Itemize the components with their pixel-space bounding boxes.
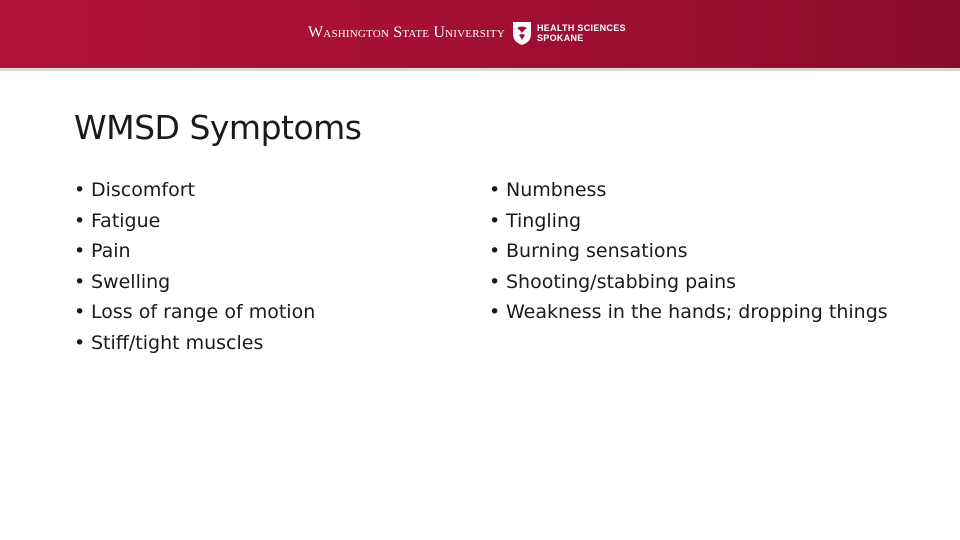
list-item: • Swelling — [74, 267, 315, 298]
symptom-list-left — [74, 175, 315, 358]
list-item: • Stiff/tight muscles — [74, 328, 315, 359]
subbrand-line-1: HEALTH SCIENCES — [536, 23, 626, 33]
wsu-logo — [308, 18, 626, 48]
cougar-seal-icon — [511, 20, 533, 46]
list-item: • Discomfort — [74, 175, 315, 206]
wsu-wordmark: Washington State University — [308, 24, 505, 41]
symptom-list-right — [489, 175, 888, 328]
health-sciences-spokane — [537, 23, 626, 43]
list-item: • Shooting/stabbing pains — [489, 267, 888, 298]
list-item: • Tingling — [489, 206, 888, 237]
subbrand-line-2: SPOKANE — [536, 33, 584, 43]
list-item: • Fatigue — [74, 206, 315, 237]
header-banner — [0, 0, 960, 68]
list-item: • Loss of range of motion — [74, 297, 315, 328]
banner-divider — [0, 68, 960, 71]
list-item: • Numbness — [489, 175, 888, 206]
list-item: • Pain — [74, 236, 315, 267]
list-item: • Weakness in the hands; dropping things — [489, 297, 888, 328]
slide-title: WMSD Symptoms — [74, 108, 362, 147]
list-item: • Burning sensations — [489, 236, 888, 267]
